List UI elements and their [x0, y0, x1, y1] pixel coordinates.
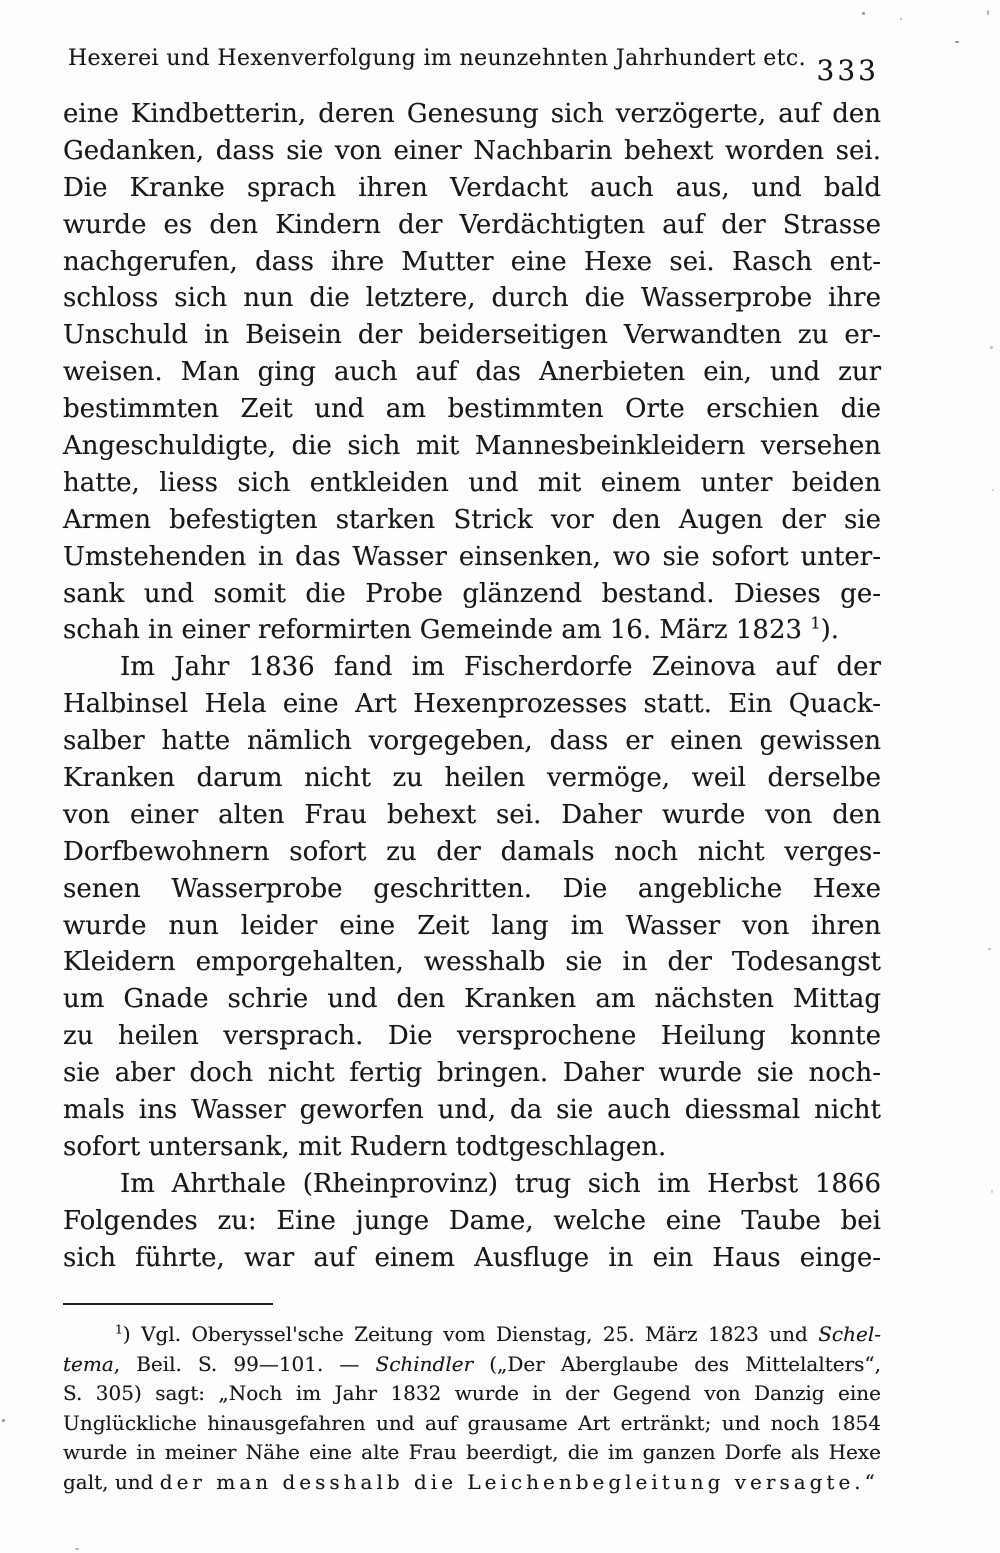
text-line — [63, 1409, 881, 1439]
text-line — [63, 1350, 881, 1380]
scan-artifact — [987, 10, 989, 15]
text-line — [63, 170, 881, 207]
text-segment: nachgerufen, dass ihre Mutter eine Hexe sei. Rasch ent- — [63, 246, 881, 277]
text-segment: Unschuld in Beisein der beiderseitigen Verwandten zu er- — [63, 320, 881, 351]
text-segment: Dorfbewohnern sofort zu der damals noch nicht verges- — [63, 836, 881, 867]
text-line — [63, 207, 881, 244]
text-line — [63, 133, 881, 170]
text-segment: , Beil. S. 99—101. — — [113, 1351, 376, 1376]
text-line — [63, 1018, 881, 1055]
paragraph — [63, 1166, 881, 1277]
text-segment: Schel- — [818, 1322, 881, 1346]
text-segment: ) Vgl. Oberyssel'sche Zeitung vom Dienstag, 25. März 1823 und — [122, 1322, 819, 1346]
text-segment: wurde nun leider eine Zeit lang im Wasser von ihren — [63, 910, 881, 941]
text-line — [63, 576, 881, 613]
text-segment: sie aber doch nicht fertig bringen. Daher wurde sie noch- — [63, 1058, 881, 1089]
text-line — [63, 649, 881, 686]
text-segment: Gedanken, dass sie von einer Nachbarin behext worden sei. — [63, 135, 881, 166]
text-line — [63, 391, 881, 428]
text-line — [63, 797, 881, 834]
text-line — [63, 502, 881, 539]
text-line — [63, 465, 881, 502]
text-segment: Schindler — [375, 1351, 474, 1376]
text-segment: 1 — [810, 613, 821, 633]
text-line — [63, 944, 881, 981]
page-number: 333 — [816, 54, 879, 87]
text-segment: („Der Aberglaube des Mittelalters“, — [473, 1351, 882, 1376]
text-segment: ). — [820, 615, 839, 646]
text-segment: Armen befestigten starken Strick vor den Augen der sie — [63, 504, 881, 535]
text-segment: senen Wasserprobe geschritten. Die angebliche Hexe — [63, 873, 881, 904]
text-segment: um Gnade schrie und den Kranken am nächsten Mittag — [63, 984, 881, 1015]
text-segment: Unglückliche hinausgefahren und auf grausame Art ertränkt; und noch 1854 — [63, 1410, 881, 1435]
text-line — [63, 1240, 881, 1277]
text-segment: zu heilen versprach. Die versprochene Heilung konnte — [63, 1021, 881, 1052]
text-line — [63, 244, 881, 281]
text-segment: sofort untersank, mit Rudern todtgeschlagen. — [63, 1131, 667, 1162]
text-line — [63, 1438, 881, 1468]
running-title: Hexerei und Hexenverfolgung im neunzehnten Jahrhundert etc. — [67, 46, 807, 71]
text-segment: bestimmten Zeit und am bestimmten Orte erschien die — [63, 394, 881, 425]
text-line — [63, 1129, 881, 1166]
text-line — [63, 612, 881, 649]
text-line — [63, 1092, 881, 1129]
scan-artifact — [900, 18, 902, 20]
text-segment: Im Ahrthale (Rheinprovinz) trug sich im Herbst 1866 — [120, 1168, 881, 1199]
text-segment: schah in einer reformirten Gemeinde am 16. März 1823 — [63, 615, 811, 646]
text-segment: sich führte, war auf einem Ausfluge in ein Haus einge- — [63, 1242, 881, 1273]
paragraph — [63, 649, 881, 1165]
scan-artifact — [2, 1419, 5, 1422]
scan-artifact — [75, 1548, 79, 1550]
text-line — [63, 981, 881, 1018]
text-segment: “ — [864, 1469, 875, 1494]
scan-artifact — [992, 489, 994, 491]
text-segment: Halbinsel Hela eine Art Hexenprozesses statt. Ein Quack- — [63, 689, 881, 720]
text-line — [63, 280, 881, 317]
text-segment: Kleidern emporgehalten, wesshalb sie in der Todesangst — [63, 947, 881, 978]
text-line — [63, 908, 881, 945]
text-segment: schloss sich nun die letztere, durch die Wasserprobe ihre — [63, 283, 881, 314]
text-segment: wurde es den Kindern der Verdächtigten auf der Strasse — [63, 209, 881, 240]
text-line — [63, 1320, 881, 1350]
text-segment: sank und somit die Probe glänzend bestand. Dieses ge- — [63, 578, 881, 609]
text-segment: Kranken darum nicht zu heilen vermöge, weil derselbe — [63, 763, 881, 794]
text-segment: von einer alten Frau behext sei. Daher wurde von den — [63, 799, 881, 830]
text-segment: galt, und — [63, 1469, 160, 1494]
text-segment: der man desshalb die Leichenbegleitung versagte. — [159, 1469, 865, 1494]
text-line — [63, 686, 881, 723]
paragraph — [63, 96, 881, 649]
scan-artifact — [990, 346, 993, 349]
page-header — [63, 44, 881, 88]
text-segment: S. 305) sagt: „Noch im Jahr 1832 wurde in der Gegend von Danzig eine — [63, 1381, 881, 1406]
scan-artifact — [955, 41, 959, 43]
text-segment: wurde in meiner Nähe eine alte Frau beerdigt, die im ganzen Dorfe als Hexe — [63, 1440, 881, 1465]
text-segment: weisen. Man ging auch auf das Anerbieten ein, und zur — [63, 357, 881, 388]
text-segment: Im Jahr 1836 fand im Fischerdorfe Zeinova auf der — [120, 652, 881, 683]
text-segment: hatte, liess sich entkleiden und mit einem unter beiden — [63, 467, 881, 498]
text-segment: 1 — [115, 1321, 123, 1337]
text-line — [63, 317, 881, 354]
text-line — [63, 871, 881, 908]
text-line — [63, 1468, 881, 1498]
text-segment: tema — [63, 1351, 114, 1376]
scan-artifact — [862, 12, 865, 15]
text-line — [63, 834, 881, 871]
text-line — [63, 723, 881, 760]
text-segment: eine Kindbetterin, deren Genesung sich verzögerte, auf den — [63, 99, 881, 129]
footnote-text — [63, 1320, 881, 1498]
text-line — [63, 1166, 881, 1203]
text-segment: Die Kranke sprach ihren Verdacht auch aus, und bald — [63, 172, 881, 203]
text-segment: mals ins Wasser geworfen und, da sie auch diessmal nicht — [63, 1095, 881, 1126]
text-segment: Umstehenden in das Wasser einsenken, wo sie sofort unter- — [63, 541, 881, 572]
text-line — [63, 96, 881, 133]
scan-artifact — [991, 1190, 993, 1193]
text-segment: salber hatte nämlich vorgegeben, dass er einen gewissen — [63, 726, 881, 757]
text-line — [63, 1203, 881, 1240]
scan-artifact — [988, 948, 991, 950]
text-line — [63, 539, 881, 576]
text-segment: Angeschuldigte, die sich mit Mannesbeinkleidern versehen — [63, 431, 881, 462]
text-line — [63, 1055, 881, 1092]
text-line — [63, 1379, 881, 1409]
text-line — [63, 354, 881, 391]
footnote-separator — [63, 1303, 273, 1305]
text-line — [63, 428, 881, 465]
text-segment: Folgendes zu: Eine junge Dame, welche eine Taube bei — [63, 1205, 881, 1236]
text-line — [63, 760, 881, 797]
body-text — [63, 96, 881, 1277]
